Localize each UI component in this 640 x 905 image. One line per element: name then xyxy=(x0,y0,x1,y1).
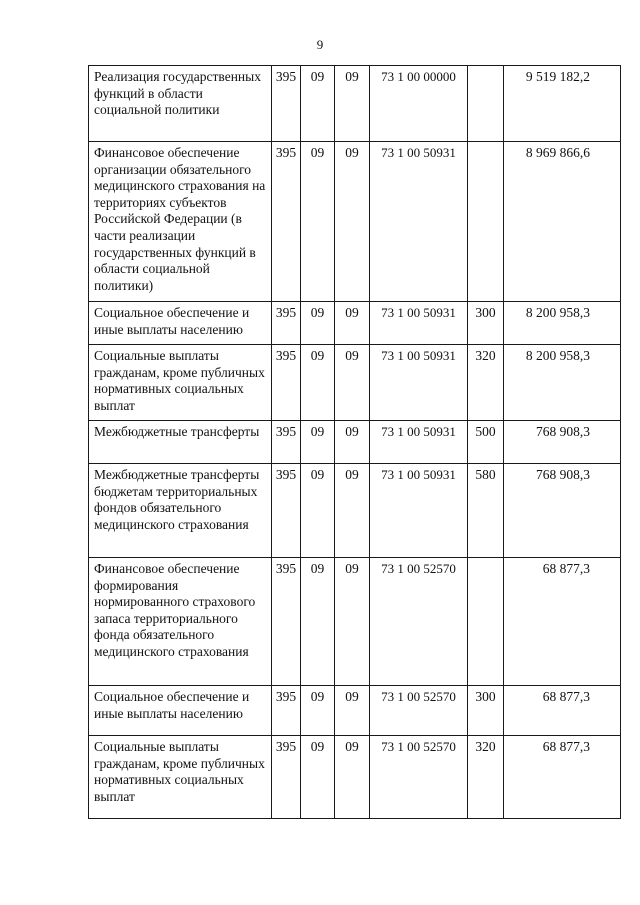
expense-type-code: 300 xyxy=(468,686,504,736)
admin-code: 395 xyxy=(272,345,301,421)
amount: 8 969 866,6 xyxy=(504,142,621,302)
subsection-code: 09 xyxy=(335,736,370,819)
expense-type-code xyxy=(468,66,504,142)
section-code: 09 xyxy=(301,421,335,464)
expense-name: Финансовое обеспечение организации обязательного медицинского страхования на территориях субъектов Российской Федерации (в части реализации государственных функций в области социальной политики) xyxy=(89,142,272,302)
expense-name: Социальные выплаты гражданам, кроме публичных нормативных социальных выплат xyxy=(89,736,272,819)
page-number: 9 xyxy=(316,37,324,52)
section-code: 09 xyxy=(301,302,335,345)
budget-table xyxy=(88,65,621,819)
target-article-code: 73 1 00 50931 xyxy=(370,345,468,421)
target-article-code: 73 1 00 52570 xyxy=(370,686,468,736)
amount: 8 200 958,3 xyxy=(504,345,621,421)
expense-type-code: 320 xyxy=(468,345,504,421)
amount: 768 908,3 xyxy=(504,421,621,464)
target-article-code: 73 1 00 52570 xyxy=(370,736,468,819)
admin-code: 395 xyxy=(272,142,301,302)
table-row xyxy=(89,302,621,345)
expense-name: Реализация государственных функций в области социальной политики xyxy=(89,66,272,142)
section-code: 09 xyxy=(301,345,335,421)
section-code: 09 xyxy=(301,142,335,302)
subsection-code: 09 xyxy=(335,345,370,421)
amount: 768 908,3 xyxy=(504,464,621,558)
section-code: 09 xyxy=(301,558,335,686)
expense-type-code: 500 xyxy=(468,421,504,464)
expense-type-code: 320 xyxy=(468,736,504,819)
subsection-code: 09 xyxy=(335,142,370,302)
table-row xyxy=(89,421,621,464)
amount: 8 200 958,3 xyxy=(504,302,621,345)
expense-name: Межбюджетные трансферты xyxy=(89,421,272,464)
target-article-code: 73 1 00 50931 xyxy=(370,464,468,558)
section-code: 09 xyxy=(301,464,335,558)
admin-code: 395 xyxy=(272,302,301,345)
expense-name: Социальные выплаты гражданам, кроме публичных нормативных социальных выплат xyxy=(89,345,272,421)
expense-type-code: 580 xyxy=(468,464,504,558)
subsection-code: 09 xyxy=(335,686,370,736)
admin-code: 395 xyxy=(272,686,301,736)
target-article-code: 73 1 00 50931 xyxy=(370,302,468,345)
admin-code: 395 xyxy=(272,736,301,819)
amount: 9 519 182,2 xyxy=(504,66,621,142)
subsection-code: 09 xyxy=(335,558,370,686)
amount: 68 877,3 xyxy=(504,736,621,819)
subsection-code: 09 xyxy=(335,66,370,142)
subsection-code: 09 xyxy=(335,464,370,558)
admin-code: 395 xyxy=(272,421,301,464)
section-code: 09 xyxy=(301,736,335,819)
target-article-code: 73 1 00 50931 xyxy=(370,142,468,302)
table-row xyxy=(89,345,621,421)
table-row xyxy=(89,66,621,142)
amount: 68 877,3 xyxy=(504,686,621,736)
amount: 68 877,3 xyxy=(504,558,621,686)
table-row xyxy=(89,686,621,736)
table-row xyxy=(89,464,621,558)
expense-type-code xyxy=(468,142,504,302)
expense-name: Финансовое обеспечение формирования нормированного страхового запаса территориального фонда обязательного медицинского страхования xyxy=(89,558,272,686)
table-row xyxy=(89,558,621,686)
expense-name: Социальное обеспечение и иные выплаты населению xyxy=(89,686,272,736)
section-code: 09 xyxy=(301,66,335,142)
target-article-code: 73 1 00 00000 xyxy=(370,66,468,142)
admin-code: 395 xyxy=(272,66,301,142)
table-row xyxy=(89,736,621,819)
subsection-code: 09 xyxy=(335,421,370,464)
admin-code: 395 xyxy=(272,558,301,686)
expense-type-code: 300 xyxy=(468,302,504,345)
budget-table-body xyxy=(89,66,621,819)
expense-name: Межбюджетные трансферты бюджетам территориальных фондов обязательного медицинского страхования xyxy=(89,464,272,558)
expense-type-code xyxy=(468,558,504,686)
admin-code: 395 xyxy=(272,464,301,558)
target-article-code: 73 1 00 52570 xyxy=(370,558,468,686)
expense-name: Социальное обеспечение и иные выплаты населению xyxy=(89,302,272,345)
section-code: 09 xyxy=(301,686,335,736)
table-row xyxy=(89,142,621,302)
target-article-code: 73 1 00 50931 xyxy=(370,421,468,464)
subsection-code: 09 xyxy=(335,302,370,345)
